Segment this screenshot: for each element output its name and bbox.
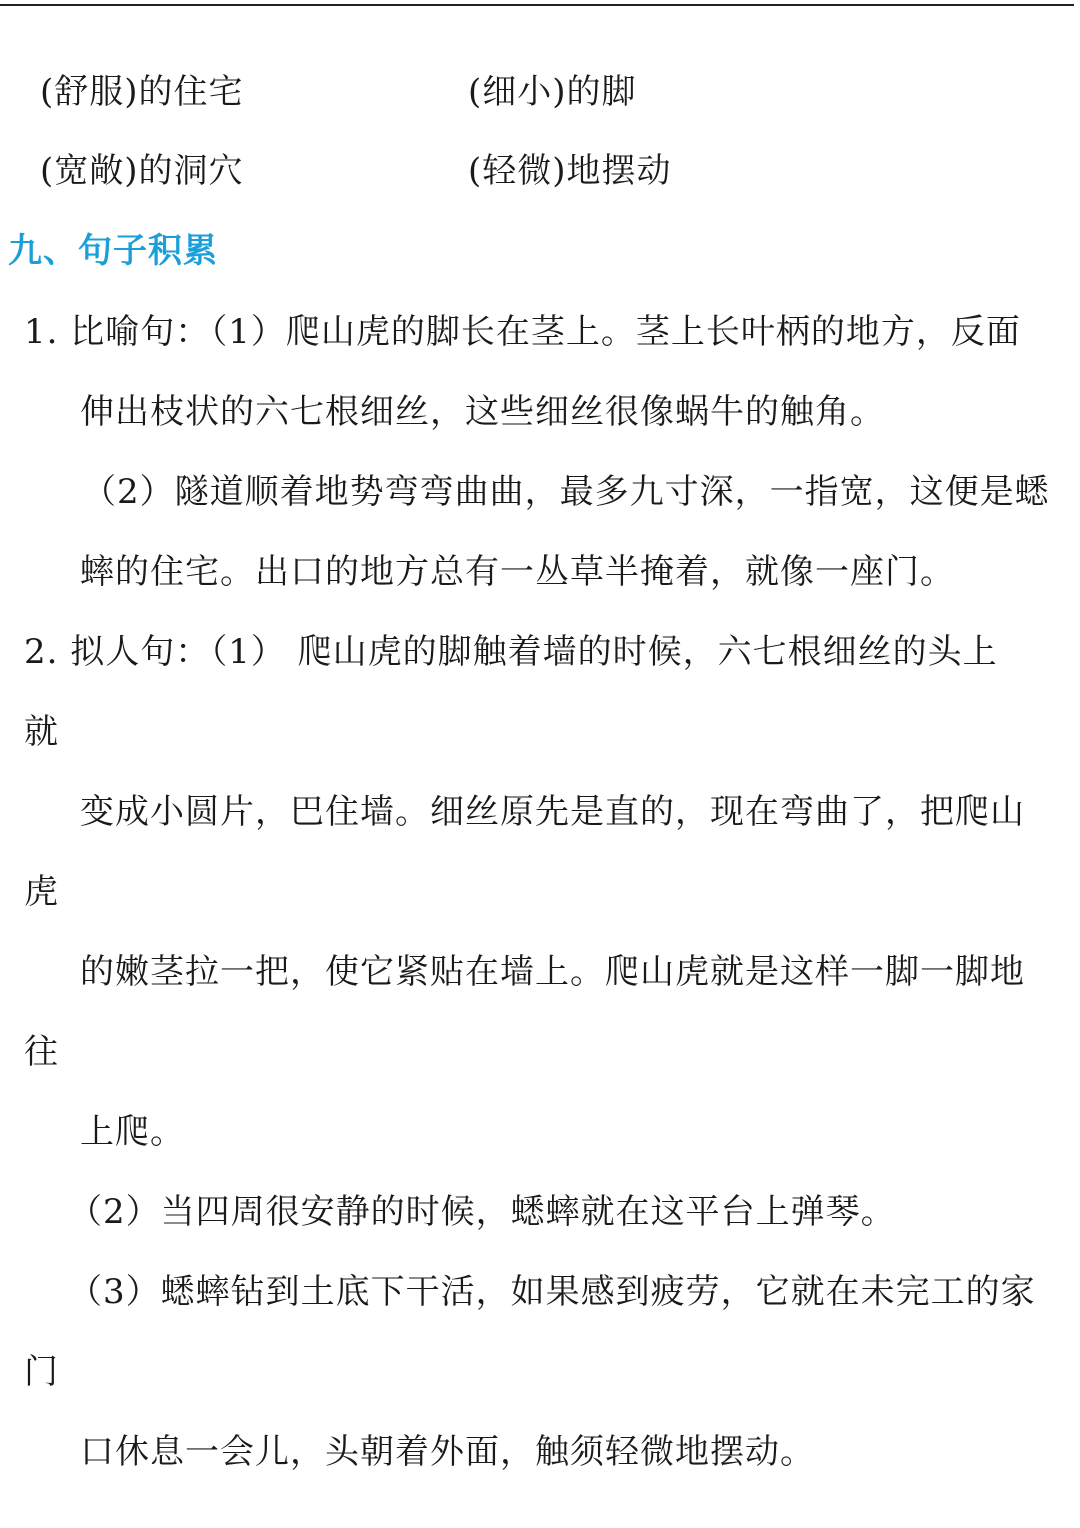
sentence-line: 门 xyxy=(24,1352,59,1392)
sentence-line: 2. 拟人句：（1） 爬山虎的脚触着墙的时候，六七根细丝的头上 xyxy=(24,632,998,672)
word-pair-1-left: (舒服)的住宅 xyxy=(40,72,244,112)
top-rule xyxy=(0,4,1074,6)
section-heading: 九、句子积累 xyxy=(8,231,218,271)
sentence-line: 变成小圆片，巴住墙。细丝原先是直的，现在弯曲了，把爬山 xyxy=(80,792,1025,832)
word-pair-2-left: (宽敞)的洞穴 xyxy=(40,151,244,191)
sentence-line: 往 xyxy=(24,1032,59,1072)
sentence-line: （3）蟋蟀钻到土底下干活，如果感到疲劳，它就在未完工的家 xyxy=(68,1272,1036,1312)
word-pair-1-right: (细小)的脚 xyxy=(468,72,637,112)
sentence-line: 1. 比喻句：（1）爬山虎的脚长在茎上。茎上长叶柄的地方，反面 xyxy=(24,312,1021,352)
sentence-line: 伸出枝状的六七根细丝，这些细丝很像蜗牛的触角。 xyxy=(80,392,885,432)
sentence-line: 口休息一会儿，头朝着外面，触须轻微地摆动。 xyxy=(80,1432,815,1472)
sentence-line: （2）当四周很安静的时候，蟋蟀就在这平台上弹琴。 xyxy=(68,1192,896,1232)
sentence-line: 就 xyxy=(24,712,59,752)
sentence-line: 的嫩茎拉一把，使它紧贴在墙上。爬山虎就是这样一脚一脚地 xyxy=(80,952,1025,992)
sentence-line: （2）隧道顺着地势弯弯曲曲，最多九寸深，一指宽，这便是蟋 xyxy=(82,472,1050,512)
word-pair-2-right: (轻微)地摆动 xyxy=(468,151,672,191)
sentence-line: 蟀的住宅。出口的地方总有一丛草半掩着，就像一座门。 xyxy=(80,552,955,592)
sentence-line: 虎 xyxy=(24,872,59,912)
sentence-line: 上爬。 xyxy=(80,1112,185,1152)
